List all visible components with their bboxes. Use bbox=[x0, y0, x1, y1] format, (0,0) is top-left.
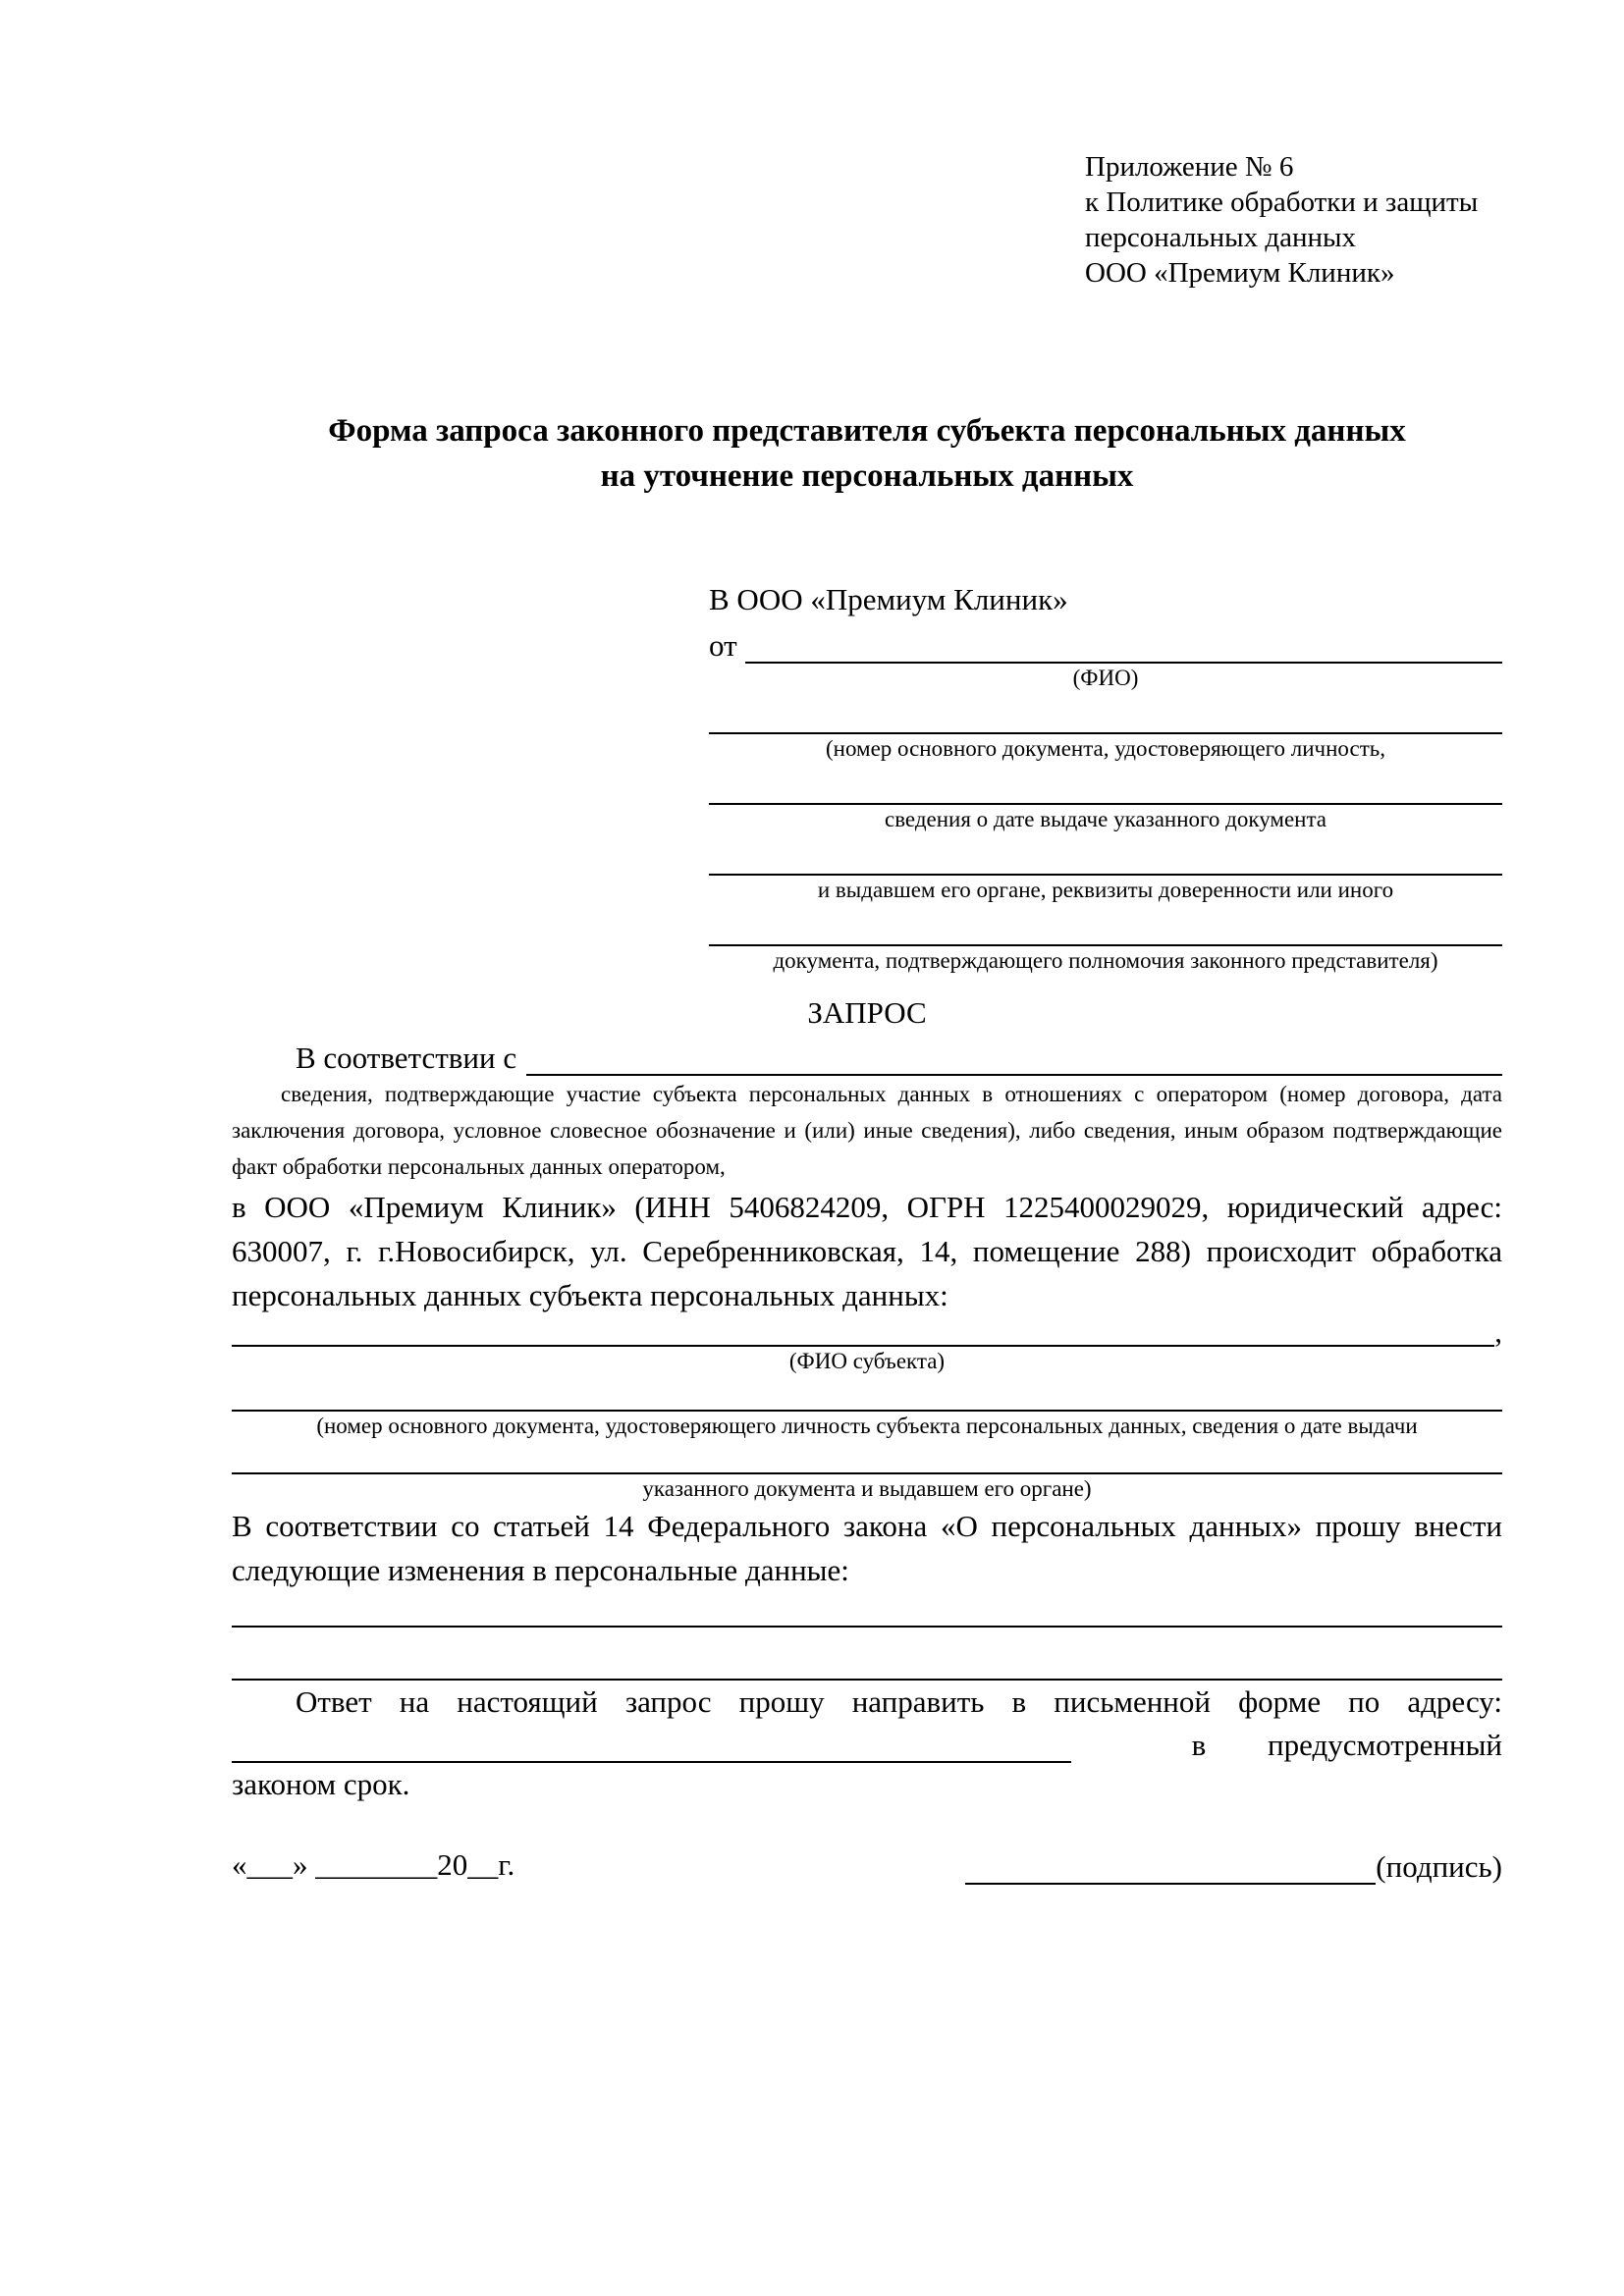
trailing-comma: , bbox=[1494, 1314, 1502, 1349]
law-paragraph: В соответствии со статьей 14 Федерального закона «О персональных данных» прошу внести следующие изменения в персональные данные: bbox=[232, 1509, 1502, 1587]
answer-paragraph-right: в предусмотренный bbox=[1191, 1728, 1502, 1762]
subject-doc-blank-line-2 bbox=[232, 1441, 1502, 1474]
representative-doc-blank-line-4 bbox=[709, 905, 1502, 946]
request-section bbox=[232, 991, 1502, 1806]
document-title bbox=[232, 408, 1502, 499]
representative-doc-blank-line-2 bbox=[709, 764, 1502, 805]
footer-row bbox=[232, 1845, 1502, 1885]
request-intro-prefix: В соответствии с bbox=[296, 1041, 517, 1075]
relation-info-blank-line bbox=[526, 1041, 1502, 1076]
from-label: от bbox=[709, 628, 737, 663]
signature-caption: (подпись) bbox=[1376, 1849, 1502, 1884]
operator-paragraph: в ООО «Премиум Клиник» (ИНН 5406824209, ОГРН 1225400029029, юридический адрес: 630007, г. г.Новосибирск, ул. Серебренниковская, 14, помещение 288) происходит обработка персональных данных субъекта персональных данных: bbox=[232, 1190, 1502, 1312]
subject-fio-caption: (ФИО субъекта) bbox=[788, 1349, 946, 1373]
answer-paragraph-end: законом срок. bbox=[232, 1767, 410, 1801]
subject-fio-row bbox=[232, 1314, 1502, 1349]
representative-doc-blank-line-1 bbox=[709, 693, 1502, 734]
fio-caption: (ФИО) bbox=[1072, 666, 1139, 690]
changes-blank-line-2 bbox=[232, 1628, 1502, 1681]
representative-doc-caption-1: (номер основного документа, удостоверяющего личность, bbox=[825, 736, 1385, 761]
addressee-block bbox=[709, 577, 1502, 976]
appendix-line-number: Приложение № 6 bbox=[1085, 151, 1294, 183]
date-blank-line: «___» ________20__г. bbox=[232, 1847, 515, 1882]
signature-block bbox=[965, 1849, 1502, 1885]
subject-doc-blank-line-1 bbox=[232, 1376, 1502, 1412]
subject-fio-blank-line bbox=[232, 1319, 1494, 1347]
subject-doc-caption-1: (номер основного документа, удостоверяющего личность субъекта персональных данных, сведения о дате выдачи bbox=[316, 1414, 1418, 1438]
from-row bbox=[709, 622, 1502, 664]
addressee-organization: В ООО «Премиум Клиник» bbox=[709, 582, 1068, 616]
appendix-line-policy: к Политике обработки и защиты bbox=[1085, 187, 1479, 218]
request-heading: ЗАПРОС bbox=[807, 995, 927, 1030]
representative-doc-caption-3: и выдавшем его органе, реквизиты доверенности или иного bbox=[817, 878, 1394, 902]
answer-paragraph-intro: Ответ на настоящий запрос прошу направить в письменной форме по адресу: bbox=[296, 1684, 1502, 1719]
representative-name-blank-line bbox=[745, 628, 1502, 664]
representative-doc-caption-4: документа, подтверждающего полномочия законного представителя) bbox=[773, 948, 1438, 973]
subject-doc-caption-2: указанного документа и выдавшем его органе) bbox=[642, 1476, 1092, 1501]
appendix-line-personal-data: персональных данных bbox=[1085, 222, 1357, 253]
header-appendix-block bbox=[1085, 149, 1502, 291]
signature-blank-line bbox=[965, 1853, 1376, 1885]
request-intro-row bbox=[232, 1035, 1502, 1076]
appendix-line-company: ООО «Премиум Клиник» bbox=[1085, 257, 1395, 289]
changes-blank-line-1 bbox=[232, 1592, 1502, 1628]
answer-address-blank-line bbox=[232, 1730, 1071, 1763]
document-title-line-2: на уточнение персональных данных bbox=[600, 458, 1134, 494]
answer-address-row bbox=[232, 1724, 1502, 1763]
representative-doc-caption-2: сведения о дате выдаче указанного документа bbox=[884, 807, 1327, 831]
document-title-line-1: Форма запроса законного представителя субъекта персональных данных bbox=[328, 413, 1406, 449]
representative-doc-blank-line-3 bbox=[709, 834, 1502, 876]
relation-info-note: сведения, подтверждающие участие субъекта персональных данных в отношениях с оператором (номер договора, дата заключения договора, условное словесное обозначение и (или) иные сведения), либо сведения, иным образом подтверждающие факт обработки персональных данных оператором, bbox=[232, 1082, 1502, 1179]
